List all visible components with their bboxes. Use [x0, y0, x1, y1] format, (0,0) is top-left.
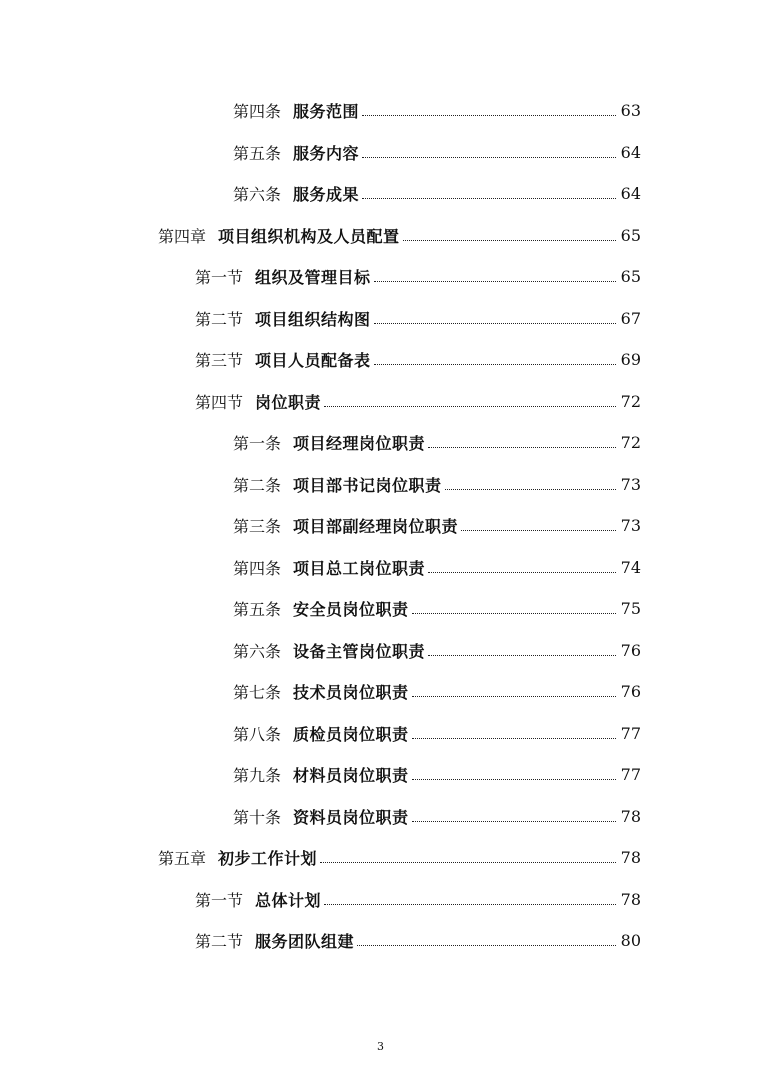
toc-entry-page: 72: [620, 391, 641, 411]
toc-entry-page: 65: [620, 267, 641, 287]
toc-entry-number: 第三节: [195, 351, 244, 371]
toc-entry[interactable]: [0, 298, 761, 340]
dot-leader: [362, 157, 616, 158]
toc-entry-page: 65: [620, 225, 641, 245]
toc-entry[interactable]: [0, 339, 761, 381]
toc-entry[interactable]: [0, 381, 761, 423]
toc-entry-number: 第八条: [233, 724, 282, 744]
toc-entry[interactable]: [0, 588, 761, 630]
toc-entry-number: 第三条: [233, 517, 282, 537]
page-number-footer: 3: [377, 1040, 384, 1053]
dot-leader: [362, 115, 616, 116]
toc-entry[interactable]: [0, 90, 761, 132]
dot-leader: [412, 821, 616, 822]
toc-entry-number: 第四条: [233, 102, 282, 122]
toc-entry-page: 72: [620, 433, 641, 453]
toc-entry-page: 77: [620, 765, 641, 785]
toc-entry-title: 设备主管岗位职责: [293, 641, 426, 661]
toc-entry[interactable]: [0, 256, 761, 298]
toc-entry-page: 76: [620, 640, 641, 660]
dot-leader: [412, 779, 616, 780]
toc-entry-number: 第二节: [195, 309, 244, 329]
toc-entry[interactable]: [0, 215, 761, 257]
toc-entry-number: 第六条: [233, 641, 282, 661]
toc-entry-number: 第二节: [195, 932, 244, 952]
toc-entry-number: 第四节: [195, 392, 244, 412]
toc-entry-number: 第一节: [195, 268, 244, 288]
toc-entry-page: 64: [620, 184, 641, 204]
toc-entry-title: 项目人员配备表: [255, 351, 371, 371]
toc-entry-title: 服务范围: [293, 102, 360, 122]
toc-entry-page: 76: [620, 682, 641, 702]
toc-entry[interactable]: [0, 132, 761, 174]
toc-entry-title: 项目组织机构及人员配置: [218, 226, 400, 246]
toc-entry-title: 安全员岗位职责: [293, 600, 409, 620]
toc-entry-page: 67: [620, 308, 641, 328]
dot-leader: [320, 862, 616, 863]
toc-entry-page: 69: [620, 350, 641, 370]
dot-leader: [428, 447, 616, 448]
toc-entry-title: 服务成果: [293, 185, 360, 205]
toc-entry-number: 第十条: [233, 807, 282, 827]
toc-entry[interactable]: [0, 754, 761, 796]
toc-entry-title: 质检员岗位职责: [293, 724, 409, 744]
dot-leader: [428, 572, 616, 573]
dot-leader: [362, 198, 616, 199]
toc-entry[interactable]: [0, 671, 761, 713]
toc-entry-page: 78: [620, 848, 641, 868]
toc-entry-page: 78: [620, 889, 641, 909]
toc-entry[interactable]: [0, 464, 761, 506]
dot-leader: [412, 613, 616, 614]
toc-entry[interactable]: [0, 879, 761, 921]
toc-entry-title: 项目经理岗位职责: [293, 434, 426, 454]
toc-entry-page: 77: [620, 723, 641, 743]
toc-entry-page: 63: [620, 101, 641, 121]
toc-entry-number: 第七条: [233, 683, 282, 703]
dot-leader: [324, 904, 616, 905]
toc-entry-page: 74: [620, 557, 641, 577]
toc-entry[interactable]: [0, 173, 761, 215]
dot-leader: [357, 945, 616, 946]
toc-entry[interactable]: [0, 547, 761, 589]
dot-leader: [324, 406, 616, 407]
toc-entry-title: 组织及管理目标: [255, 268, 371, 288]
dot-leader: [428, 655, 616, 656]
dot-leader: [445, 489, 616, 490]
dot-leader: [374, 323, 616, 324]
toc-entry-number: 第四条: [233, 558, 282, 578]
toc-entry-title: 项目总工岗位职责: [293, 558, 426, 578]
toc-entry[interactable]: [0, 920, 761, 962]
toc-entry-page: 75: [620, 599, 641, 619]
toc-entry-number: 第五条: [233, 143, 282, 163]
toc-entry-title: 岗位职责: [255, 392, 322, 412]
toc-entry[interactable]: [0, 796, 761, 838]
toc-entry[interactable]: [0, 713, 761, 755]
dot-leader: [412, 696, 616, 697]
toc-entry-title: 资料员岗位职责: [293, 807, 409, 827]
toc-entry-page: 80: [620, 931, 641, 951]
toc-entry-page: 64: [620, 142, 641, 162]
toc-entry-title: 服务内容: [293, 143, 360, 163]
dot-leader: [403, 240, 616, 241]
toc-entry-number: 第一节: [195, 890, 244, 910]
toc-entry-title: 项目组织结构图: [255, 309, 371, 329]
toc-entry-page: 78: [620, 806, 641, 826]
toc-entry-title: 项目部副经理岗位职责: [293, 517, 459, 537]
dot-leader: [412, 738, 616, 739]
dot-leader: [374, 281, 616, 282]
toc-entry-number: 第九条: [233, 766, 282, 786]
toc-entry-page: 73: [620, 474, 641, 494]
toc-entry[interactable]: [0, 505, 761, 547]
toc-entry-title: 总体计划: [255, 890, 322, 910]
toc-entry-number: 第二条: [233, 475, 282, 495]
toc-entry[interactable]: [0, 630, 761, 672]
toc-entry-number: 第五章: [158, 849, 207, 869]
toc-entry-title: 初步工作计划: [218, 849, 318, 869]
toc-entry-title: 服务团队组建: [255, 932, 355, 952]
toc-entry-title: 材料员岗位职责: [293, 766, 409, 786]
toc-entry-number: 第六条: [233, 185, 282, 205]
toc-entry[interactable]: [0, 422, 761, 464]
toc-entry-number: 第五条: [233, 600, 282, 620]
toc-entry[interactable]: [0, 837, 761, 879]
table-of-contents: [0, 90, 761, 962]
dot-leader: [374, 364, 616, 365]
toc-entry-title: 技术员岗位职责: [293, 683, 409, 703]
toc-entry-title: 项目部书记岗位职责: [293, 475, 442, 495]
toc-entry-page: 73: [620, 516, 641, 536]
dot-leader: [461, 530, 616, 531]
toc-entry-number: 第一条: [233, 434, 282, 454]
toc-entry-number: 第四章: [158, 226, 207, 246]
